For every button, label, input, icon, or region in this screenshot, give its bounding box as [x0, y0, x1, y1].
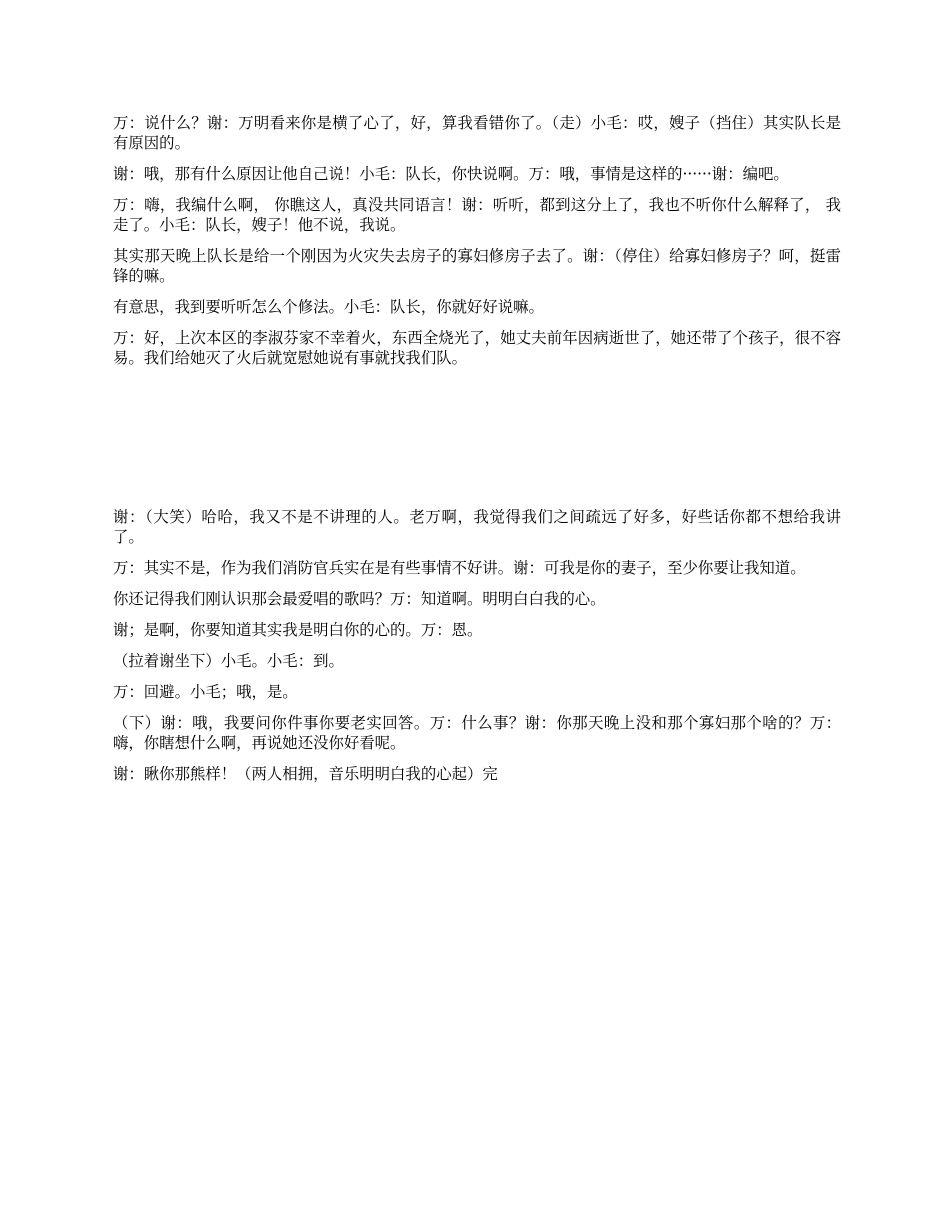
paragraph: （下）谢：哦，我要问你件事你要老实回答。万：什么事？谢：你那天晚上没和那个寡妇那个啥的？万：嗨，你瞎想什么啊，再说她还没你好看呢。 — [113, 714, 841, 752]
paragraph: 谢：瞅你那熊样！（两人相拥，音乐明明白我的心起）完 — [113, 765, 498, 783]
paragraph: 你还记得我们刚认识那会最爱唱的歌吗？万：知道啊。明明白白我的心。 — [113, 590, 606, 608]
paragraph: 万：说什么？谢：万明看来你是横了心了，好，算我看错你了。（走）小毛：哎，嫂子（挡住）其实队长是有原因的。 — [113, 114, 841, 152]
paragraph: 谢：哦，那有什么原因让他自己说！小毛：队长，你快说啊。万：哦，事情是这样的······谢：编吧。 — [113, 165, 789, 183]
paragraph: 谢：（大笑）哈哈，我又不是不讲理的人。老万啊，我觉得我们之间疏远了好多，好些话你都不想给我讲了。 — [113, 508, 841, 546]
text-section-2 — [113, 507, 841, 795]
paragraph: 有意思，我到要听听怎么个修法。小毛：队长，你就好好说嘛。 — [113, 298, 544, 316]
paragraph: 万：回避。小毛；哦，是。 — [113, 683, 298, 701]
paragraph: （拉着谢坐下）小毛。小毛：到。 — [113, 652, 344, 670]
paragraph: 万：嗨，我编什么啊， 你瞧这人，真没共同语言！谢：听听，都到这分上了，我也不听你什么解释了， 我走了。小毛：队长，嫂子！他不说，我说。 — [113, 196, 841, 234]
paragraph: 万：其实不是，作为我们消防官兵实在是有些事情不好讲。谢：可我是你的妻子，至少你要让我知道。 — [113, 559, 806, 577]
paragraph: 其实那天晚上队长是给一个刚因为火灾失去房子的寡妇修房子去了。谢：（停住）给寡妇修房子？呵，挺雷锋的嘛。 — [113, 247, 841, 285]
paragraph: 万：好，上次本区的李淑芬家不幸着火，东西全烧光了，她丈夫前年因病逝世了，她还带了个孩子，很不容易。我们给她灭了火后就宽慰她说有事就找我们队。 — [113, 329, 841, 367]
paragraph: 谢；是啊，你要知道其实我是明白你的心的。万：恩。 — [113, 621, 483, 639]
text-section-1 — [113, 113, 841, 379]
